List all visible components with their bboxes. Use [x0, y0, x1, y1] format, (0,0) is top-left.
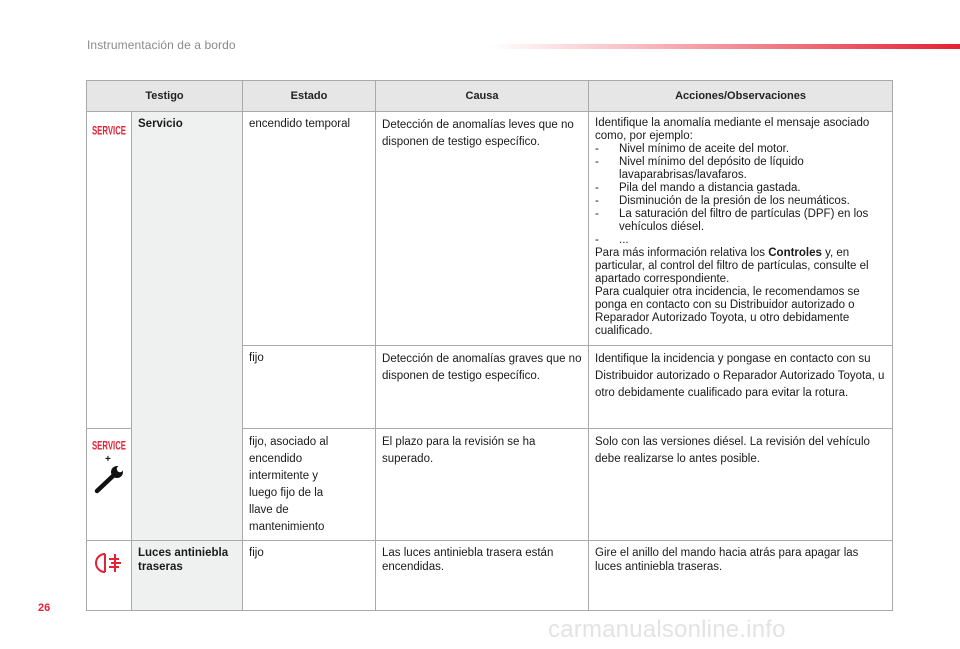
causa-text: Las luces antiniebla trasera están encendidas.: [382, 547, 554, 573]
col-header-causa: Causa: [376, 81, 589, 112]
list-item: - ...: [595, 234, 629, 246]
acciones-cell: [589, 541, 893, 611]
table-row: [87, 541, 893, 611]
list-item: - Pila del mando a distancia gastada.: [595, 182, 801, 194]
causa-cell: [376, 346, 589, 429]
rear-fog-light-icon: [94, 550, 124, 576]
svg-text:SERVICE: SERVICE: [92, 438, 126, 453]
fog-icon-cell: [87, 541, 132, 611]
warning-lights-table: [86, 80, 893, 611]
watermark: carmanualsonline.info: [548, 616, 786, 643]
page-header-title: Instrumentación de a bordo: [87, 38, 236, 52]
acciones-cell: [589, 112, 893, 346]
causa-cell: [376, 112, 589, 346]
service-icon: [91, 438, 127, 452]
estado-cell: [243, 541, 376, 611]
list-item: - Nivel mínimo de aceite del motor.: [595, 143, 790, 155]
estado-text: fijo: [249, 547, 264, 559]
wrench-icon: [92, 465, 126, 495]
fog-name-cell: [132, 541, 243, 611]
svg-text:SERVICE: SERVICE: [92, 123, 126, 138]
list-item: - Nivel mínimo del depósito de líquido lavaparabrisas/lavafaros.: [595, 156, 804, 181]
list-item: - La saturación del filtro de partículas (DPF) en los vehículos diésel.: [595, 208, 869, 233]
table-header-row: [87, 81, 893, 112]
estado-text: encendido temporal: [249, 118, 351, 130]
service-wrench-icon-cell: [87, 429, 132, 541]
servicio-name-cell: [132, 112, 243, 541]
causa-cell: [376, 541, 589, 611]
service-icon-cell: [87, 112, 132, 429]
acciones-content: [589, 112, 892, 342]
acciones-cell: [589, 346, 893, 429]
acciones-contact: Para cualquier otra incidencia, le recomendamos se ponga en contacto con su Distribuidor autorizado o Reparador Autorizado Toyota, u otro debidamente cualificado.: [595, 286, 860, 337]
estado-text: fijo, asociado al encendido intermitente y luego fijo de la llave de mantenimiento: [249, 436, 329, 533]
causa-text: Detección de anomalías leves que no disponen de testigo específico.: [382, 119, 574, 148]
servicio-label: Servicio: [138, 118, 183, 130]
service-icon: [91, 123, 127, 137]
col-header-acciones: Acciones/Observaciones: [589, 81, 893, 112]
fog-label: Luces antiniebla traseras: [138, 547, 229, 573]
page-number: 26: [38, 602, 51, 614]
acciones-cell: [589, 429, 893, 541]
col-header-testigo: Testigo: [87, 81, 243, 112]
causa-text: Detección de anomalías graves que no disponen de testigo específico.: [382, 353, 582, 382]
header-accent-bar: [490, 44, 960, 49]
acciones-text: Gire el anillo del mando hacia atrás para apagar las luces antiniebla traseras.: [595, 547, 859, 573]
col-header-estado: Estado: [243, 81, 376, 112]
controles-reference: Controles: [768, 247, 822, 259]
estado-cell: [243, 429, 376, 541]
estado-text: fijo: [249, 352, 264, 364]
acciones-intro: Identifique la anomalía mediante el mensaje asociado como, por ejemplo:: [595, 117, 870, 142]
acciones-text: Solo con las versiones diésel. La revisión del vehículo debe realizarse lo antes posible.: [595, 436, 870, 465]
estado-cell: [243, 346, 376, 429]
plus-sign: +: [105, 454, 111, 465]
acciones-more-info: Para más información relativa los Controles y, en particular, al control del filtro de partículas, consulte el apartado correspondiente.: [595, 247, 869, 285]
table-row: [87, 112, 893, 346]
causa-text: El plazo para la revisión se ha superado.: [382, 436, 536, 465]
causa-cell: [376, 429, 589, 541]
estado-cell: [243, 112, 376, 346]
acciones-text: Identifique la incidencia y pongase en contacto con su Distribuidor autorizado o Reparador Autorizado Toyota, u otro debidamente cualificado para evitar la rotura.: [595, 353, 885, 399]
list-item: - Disminución de la presión de los neumáticos.: [595, 195, 850, 207]
